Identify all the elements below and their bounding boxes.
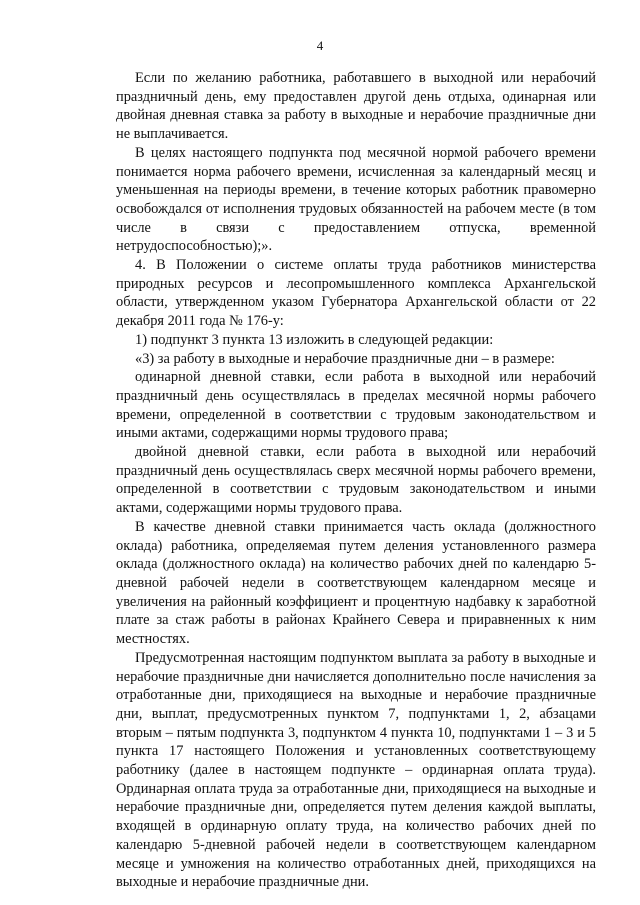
paragraph-double-rate: двойной дневной ставки, если работа в выходной или нерабочий праздничный день осуществлялась сверх месячной нормы рабочего времени, определенной в соответствии с трудовым законодательством и иными актами, содержащими нормы трудового права. (116, 444, 596, 517)
paragraph-day-off-note: Если по желанию работника, работавшего в выходной или нерабочий праздничный день, ему предоставлен другой день отдыха, одинарная или двойная дневная ставка за работу в выходные и нерабочие праздничные дни не выплачивается. (116, 70, 596, 143)
paragraph-single-rate: одинарной дневной ставки, если работа в выходной или нерабочий праздничный день осуществлялась в пределах месячной нормы рабочего времени, определенной в соответствии с трудовым законодательством и иными актами, содержащими нормы трудового права; (116, 369, 596, 442)
page-number: 4 (316, 38, 324, 53)
paragraph-daily-rate-definition: В качестве дневной ставки принимается часть оклада (должностного оклада) работника, определяемая путем деления установленного размера оклада (должностного оклада) на количество рабочих дней по календарю 5-дневной рабочей недели в соответствующем календарном месяце и увеличения на районный коэффициент и процентную надбавку к заработной плате за стаж работы в районах Крайнего Севера и приравненных к ним местностях. (116, 518, 596, 648)
document-body (116, 69, 596, 892)
paragraph-monthly-norm-definition: В целях настоящего подпункта под месячной нормой рабочего времени понимается норма рабочего времени, исчисленная за календарный месяц и уменьшенная на периоды времени, в течение которых работник правомерно освобождался от исполнения трудовых обязанностей на рабочем месте (в том числе в связи с предоставлением отпуска, временной нетрудоспособностью);». (116, 144, 596, 255)
paragraph-item-4-intro: 4. В Положении о системе оплаты труда работников министерства природных ресурсов и лесопромышленного комплекса Архангельской области, утвержденном указом Губернатора Архангельской области от 22 декабря 2011 года № 176-у: (116, 257, 596, 330)
paragraph-subitem-1: 1) подпункт 3 пункта 13 изложить в следующей редакции: (135, 331, 494, 348)
paragraph-ordinary-pay: Предусмотренная настоящим подпунктом выплата за работу в выходные и нерабочие праздничные дни начисляется дополнительно после начисления за отработанные дни, приходящиеся на выходные и нерабочие праздничные дни, выплат, предусмотренных пунктом 7, подпунктами 1, 2, абзацами вторым – пятым подпункта 3, подпунктом 4 пункта 10, подпунктами 1 – 3 и 5 пункта 17 настоящего Положения и установленных соответствующему работнику (далее в настоящем подпункте – ординарная оплата труда). Ординарная оплата труда за отработанные дни, приходящиеся на выходные и нерабочие праздничные дни, определяется путем деления каждой выплаты, входящей в ординарную оплату труда, на количество рабочих дней по календарю 5-дневной рабочей недели в соответствующем календарном месяце и умножения на количество отработанных дней, приходящихся на выходные и нерабочие праздничные дни. (116, 649, 596, 891)
paragraph-subitem-3-heading: «3) за работу в выходные и нерабочие праздничные дни – в размере: (135, 350, 555, 367)
